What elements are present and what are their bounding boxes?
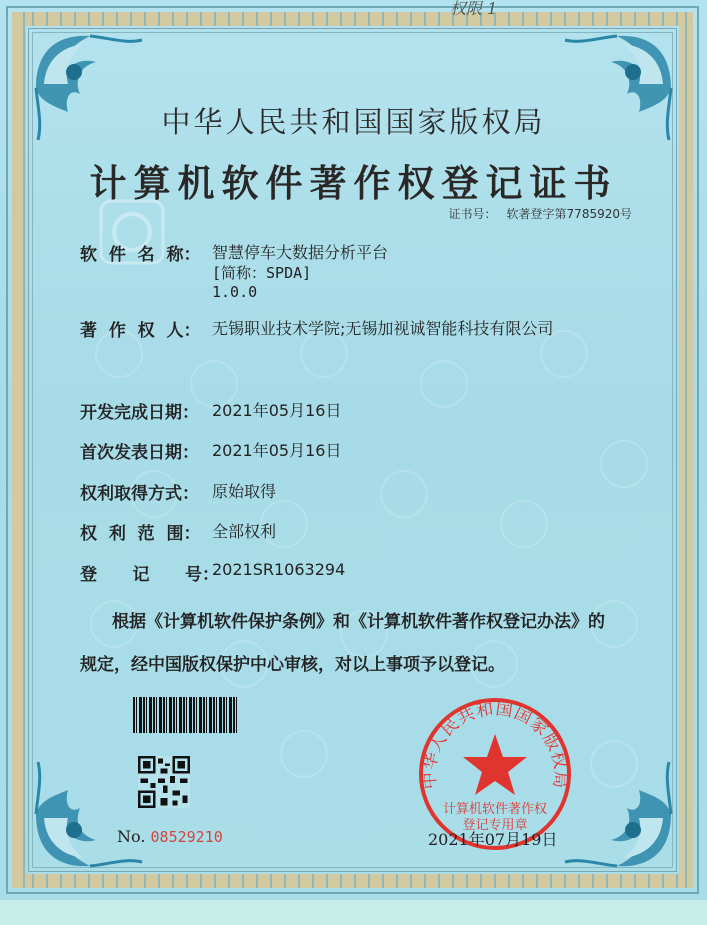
- seal-line1: 计算机软件著作权: [442, 802, 547, 817]
- dev-date-value: 2021年05月16日: [212, 401, 342, 420]
- certificate-number-label: 证书号：: [448, 207, 497, 221]
- dev-date-row: [80, 398, 341, 423]
- software-name-value: 智慧停车大数据分析平台: [212, 243, 389, 262]
- pub-date-row: [80, 438, 341, 463]
- issue-date: 2021年07月19日: [428, 830, 558, 849]
- scope-row: [80, 519, 276, 544]
- qr-code: [138, 756, 190, 808]
- serial-number: [117, 827, 223, 846]
- registration-label: 登 记 号：: [80, 565, 220, 585]
- authority-title: 中华人民共和国国家版权局: [161, 105, 546, 139]
- scope-label: 权 利 范 围：: [80, 524, 201, 544]
- scan-bottom-strip: [0, 900, 707, 925]
- software-version: 1.0.0: [212, 283, 258, 301]
- body-paragraph-line2: 规定，经中国版权保护中心审核，对以上事项予以登记。: [80, 655, 505, 675]
- acquisition-row: [80, 479, 276, 504]
- software-name-label: 软 件 名 称：: [80, 245, 201, 265]
- scope-value: 全部权利: [212, 522, 277, 541]
- seal-line2: 登记专用章: [462, 818, 528, 833]
- serial-value: 08529210: [150, 828, 223, 846]
- pub-date-value: 2021年05月16日: [212, 441, 342, 460]
- corner-ornament-bottom-right: [557, 754, 677, 874]
- serial-label: No.: [117, 827, 146, 846]
- owner-row: [80, 316, 553, 341]
- certificate-number-value: 软著登字第7785920号: [506, 207, 632, 221]
- barcode: [133, 697, 237, 733]
- certificate-number: [449, 205, 632, 222]
- acquisition-label: 权利取得方式：: [80, 484, 199, 504]
- handwritten-note: 权限 1: [450, 0, 498, 18]
- seal-ring-text: 中华人民共和国国家版权局: [419, 699, 571, 790]
- pub-date-label: 首次发表日期：: [80, 443, 199, 463]
- corner-ornament-bottom-left: [30, 754, 150, 874]
- body-paragraph-line1: 根据《计算机软件保护条例》和《计算机软件著作权登记办法》的: [112, 612, 605, 632]
- software-short-name: [简称：SPDA]: [212, 264, 312, 282]
- registration-row: [80, 560, 345, 585]
- owner-label: 著 作 权 人：: [80, 321, 201, 341]
- certificate-title: 计算机软件著作权登记证书: [89, 161, 618, 205]
- dev-date-label: 开发完成日期：: [80, 403, 199, 423]
- registration-value: 2021SR1063294: [212, 560, 346, 579]
- owner-value: 无锡职业技术学院;无锡加视诚智能科技有限公司: [212, 319, 554, 338]
- acquisition-value: 原始取得: [212, 482, 277, 501]
